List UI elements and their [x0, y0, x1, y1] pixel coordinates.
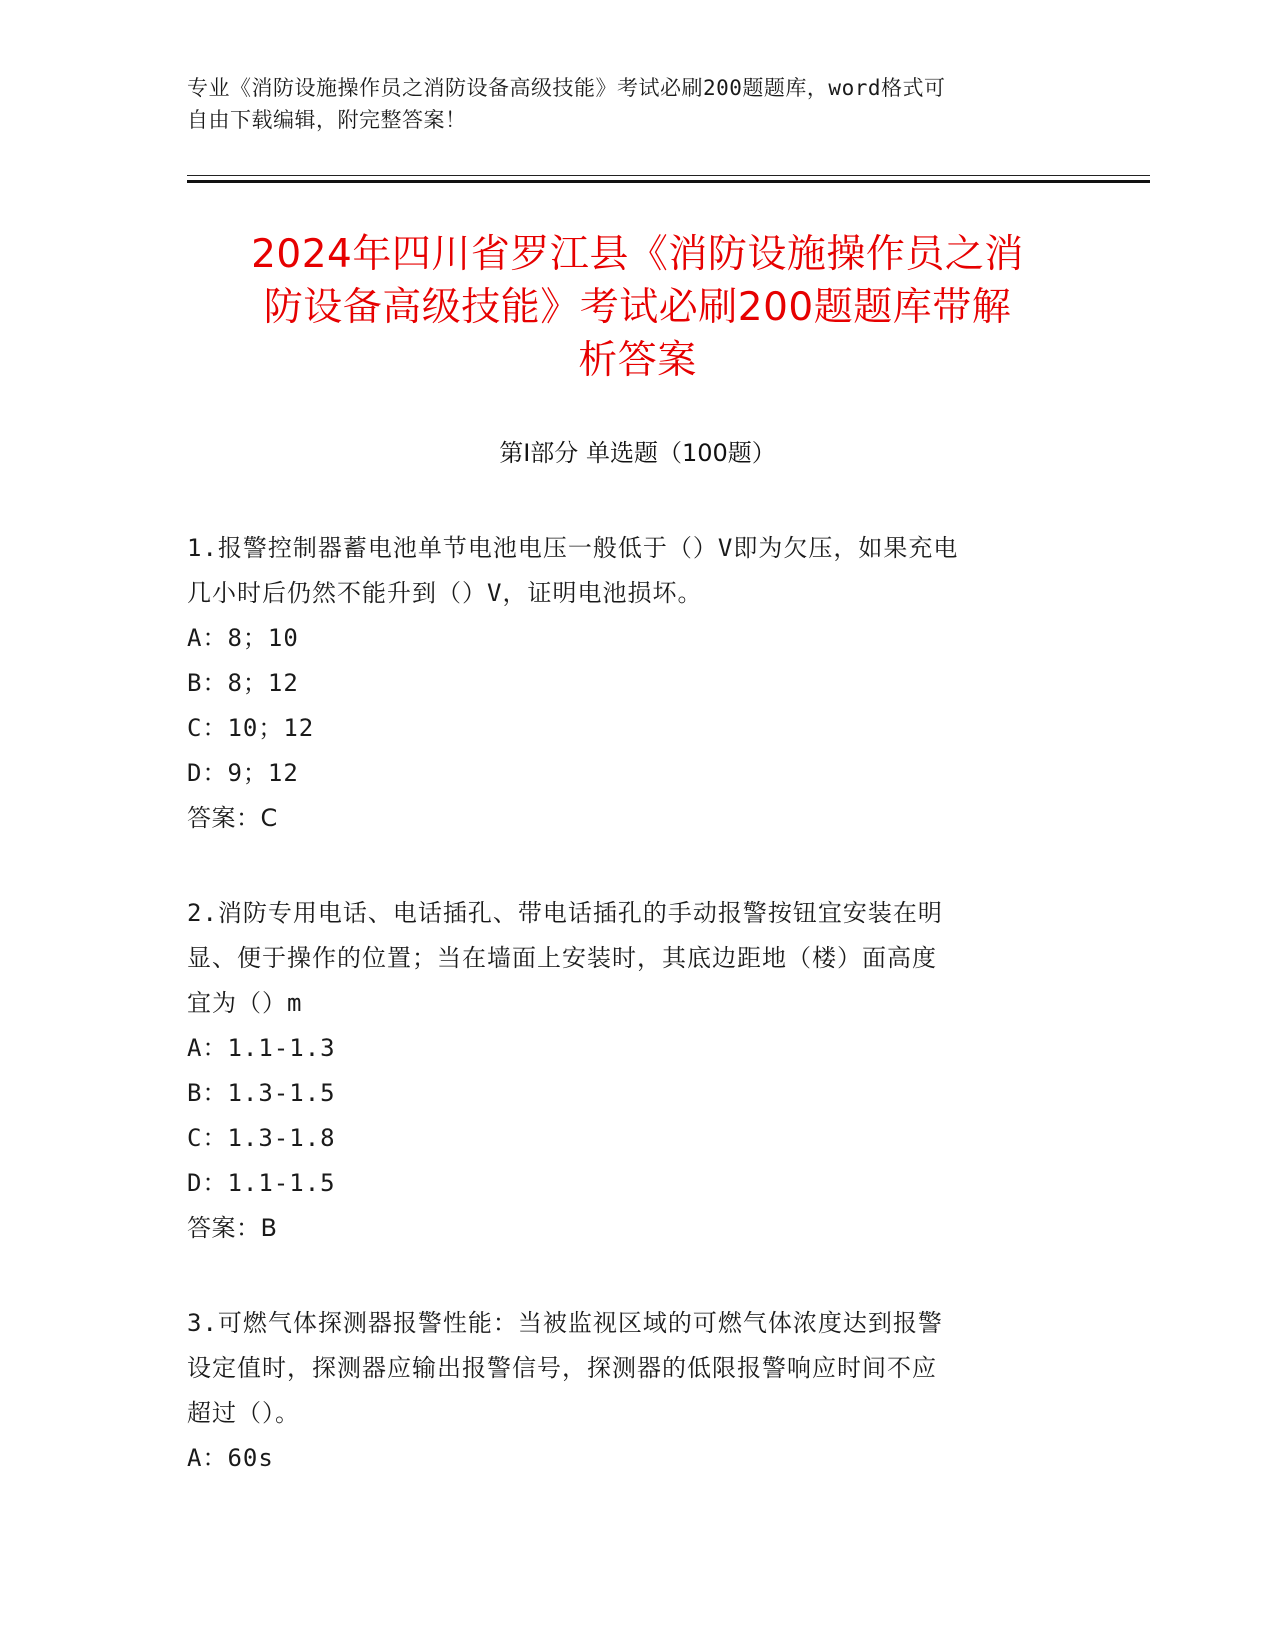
- option-a: A：60s: [187, 1444, 274, 1472]
- header-note: [187, 72, 1067, 136]
- header-divider-thick: [187, 180, 1150, 183]
- option-c: C：10；12: [187, 714, 315, 742]
- option-b: B：8；12: [187, 669, 299, 697]
- question-list: [187, 526, 1087, 1531]
- question-text-line: 宜为（）m: [187, 989, 303, 1017]
- title-line-3: 析答案: [578, 338, 697, 383]
- question-text-line: 设定值时，探测器应输出报警信号，探测器的低限报警响应时间不应: [187, 1354, 937, 1382]
- question-text-line: 超过（）。: [187, 1399, 300, 1427]
- question-text-line: 2.消防专用电话、电话插孔、带电话插孔的手动报警按钮宜安装在明: [187, 899, 943, 927]
- section-heading: 第Ⅰ部分 单选题（100题）: [499, 439, 776, 467]
- option-b: B：1.3-1.5: [187, 1079, 336, 1107]
- option-d: D：9；12: [187, 759, 299, 787]
- answer-label: 答案：B: [187, 1214, 278, 1242]
- question-text-line: 几小时后仍然不能升到（）V，证明电池损坏。: [187, 579, 703, 607]
- question-text-line: 显、便于操作的位置；当在墙面上安装时，其底边距地（楼）面高度: [187, 944, 937, 972]
- question-text-line: 3.可燃气体探测器报警性能：当被监视区域的可燃气体浓度达到报警: [187, 1309, 943, 1337]
- option-a: A：8；10: [187, 624, 299, 652]
- question-text-line: 1.报警控制器蓄电池单节电池电压一般低于（）V即为欠压，如果充电: [187, 534, 959, 562]
- question-2: [187, 891, 1087, 1251]
- header-note-line-2: 自由下载编辑，附完整答案！: [187, 108, 467, 132]
- question-3: [187, 1301, 1087, 1481]
- option-d: D：1.1-1.5: [187, 1169, 336, 1197]
- title-line-1: 2024年四川省罗江县《消防设施操作员之消: [251, 232, 1024, 277]
- document-title: [150, 228, 1125, 387]
- option-c: C：1.3-1.8: [187, 1124, 336, 1152]
- option-a: A：1.1-1.3: [187, 1034, 336, 1062]
- question-1: [187, 526, 1087, 841]
- header-divider-thin: [187, 175, 1150, 176]
- title-line-2: 防设备高级技能》考试必刷200题题库带解: [263, 285, 1012, 330]
- header-note-line-1: 专业《消防设施操作员之消防设备高级技能》考试必刷200题题库，word格式可: [187, 76, 946, 100]
- answer-label: 答案：C: [187, 804, 278, 832]
